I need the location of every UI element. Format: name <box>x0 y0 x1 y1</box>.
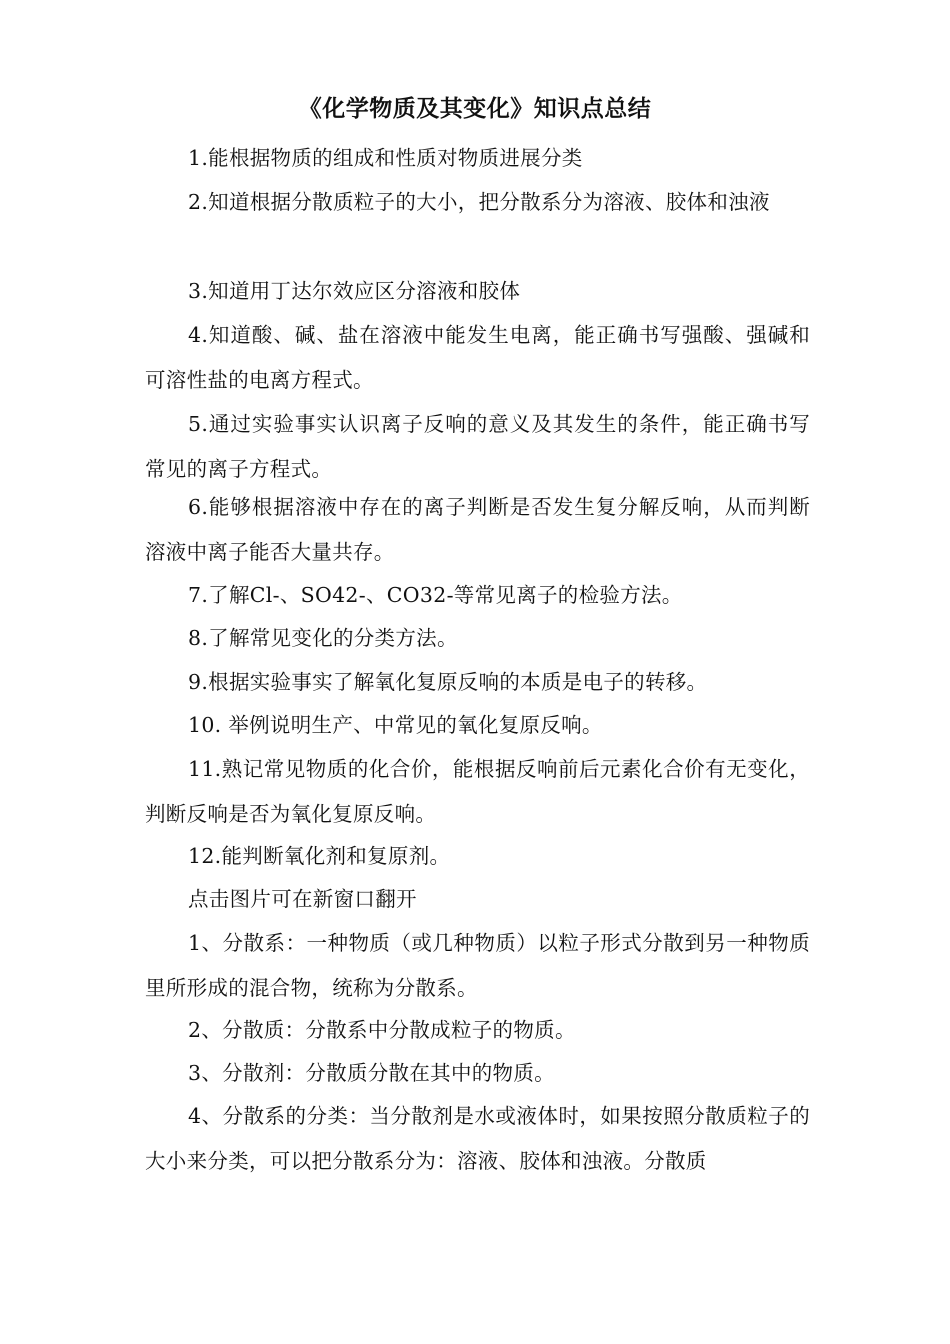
paragraph-11: 11.熟记常见物质的化合价，能根据反响前后元素化合价有无变化，判断反响是否为氧化复原反响。 <box>145 757 810 826</box>
definition-dispersed-phase: 2、分散质：分散系中分散成粒子的物质。 <box>188 1018 576 1042</box>
paragraph-2: 2.知道根据分散质粒子的大小，把分散系分为溶液、胶体和浊液 <box>188 190 770 214</box>
paragraph-9: 9.根据实验事实了解氧化复原反响的本质是电子的转移。 <box>188 670 708 694</box>
open-image-hint: 点击图片可在新窗口翻开 <box>188 887 417 911</box>
definition-dispersion-medium: 3、分散剂：分散质分散在其中的物质。 <box>188 1061 555 1085</box>
paragraph-10: 10. 举例说明生产、中常见的氧化复原反响。 <box>188 713 603 737</box>
paragraph-4: 4.知道酸、碱、盐在溶液中能发生电离，能正确书写强酸、强碱和可溶性盐的电离方程式。 <box>145 323 810 392</box>
paragraph-12: 12.能判断氧化剂和复原剂。 <box>188 844 451 868</box>
paragraph-6: 6.能够根据溶液中存在的离子判断是否发生复分解反响，从而判断溶液中离子能否大量共存。 <box>145 495 810 564</box>
definition-dispersion-system: 1、分散系：一种物质（或几种物质）以粒子形式分散到另一种物质里所形成的混合物，统称为分散系。 <box>145 931 810 1000</box>
paragraph-7: 7.了解Cl-、SO42-、CO32-等常见离子的检验方法。 <box>188 583 683 607</box>
paragraph-1: 1.能根据物质的组成和性质对物质进展分类 <box>188 146 583 170</box>
definition-classification: 4、分散系的分类：当分散剂是水或液体时，如果按照分散质粒子的大小来分类，可以把分散系分为：溶液、胶体和浊液。分散质 <box>145 1104 810 1173</box>
document-title: 《化学物质及其变化》知识点总结 <box>298 95 652 122</box>
paragraph-3: 3.知道用丁达尔效应区分溶液和胶体 <box>188 279 521 303</box>
paragraph-5: 5.通过实验事实认识离子反响的意义及其发生的条件，能正确书写常见的离子方程式。 <box>145 412 810 481</box>
paragraph-8: 8.了解常见变化的分类方法。 <box>188 626 458 650</box>
